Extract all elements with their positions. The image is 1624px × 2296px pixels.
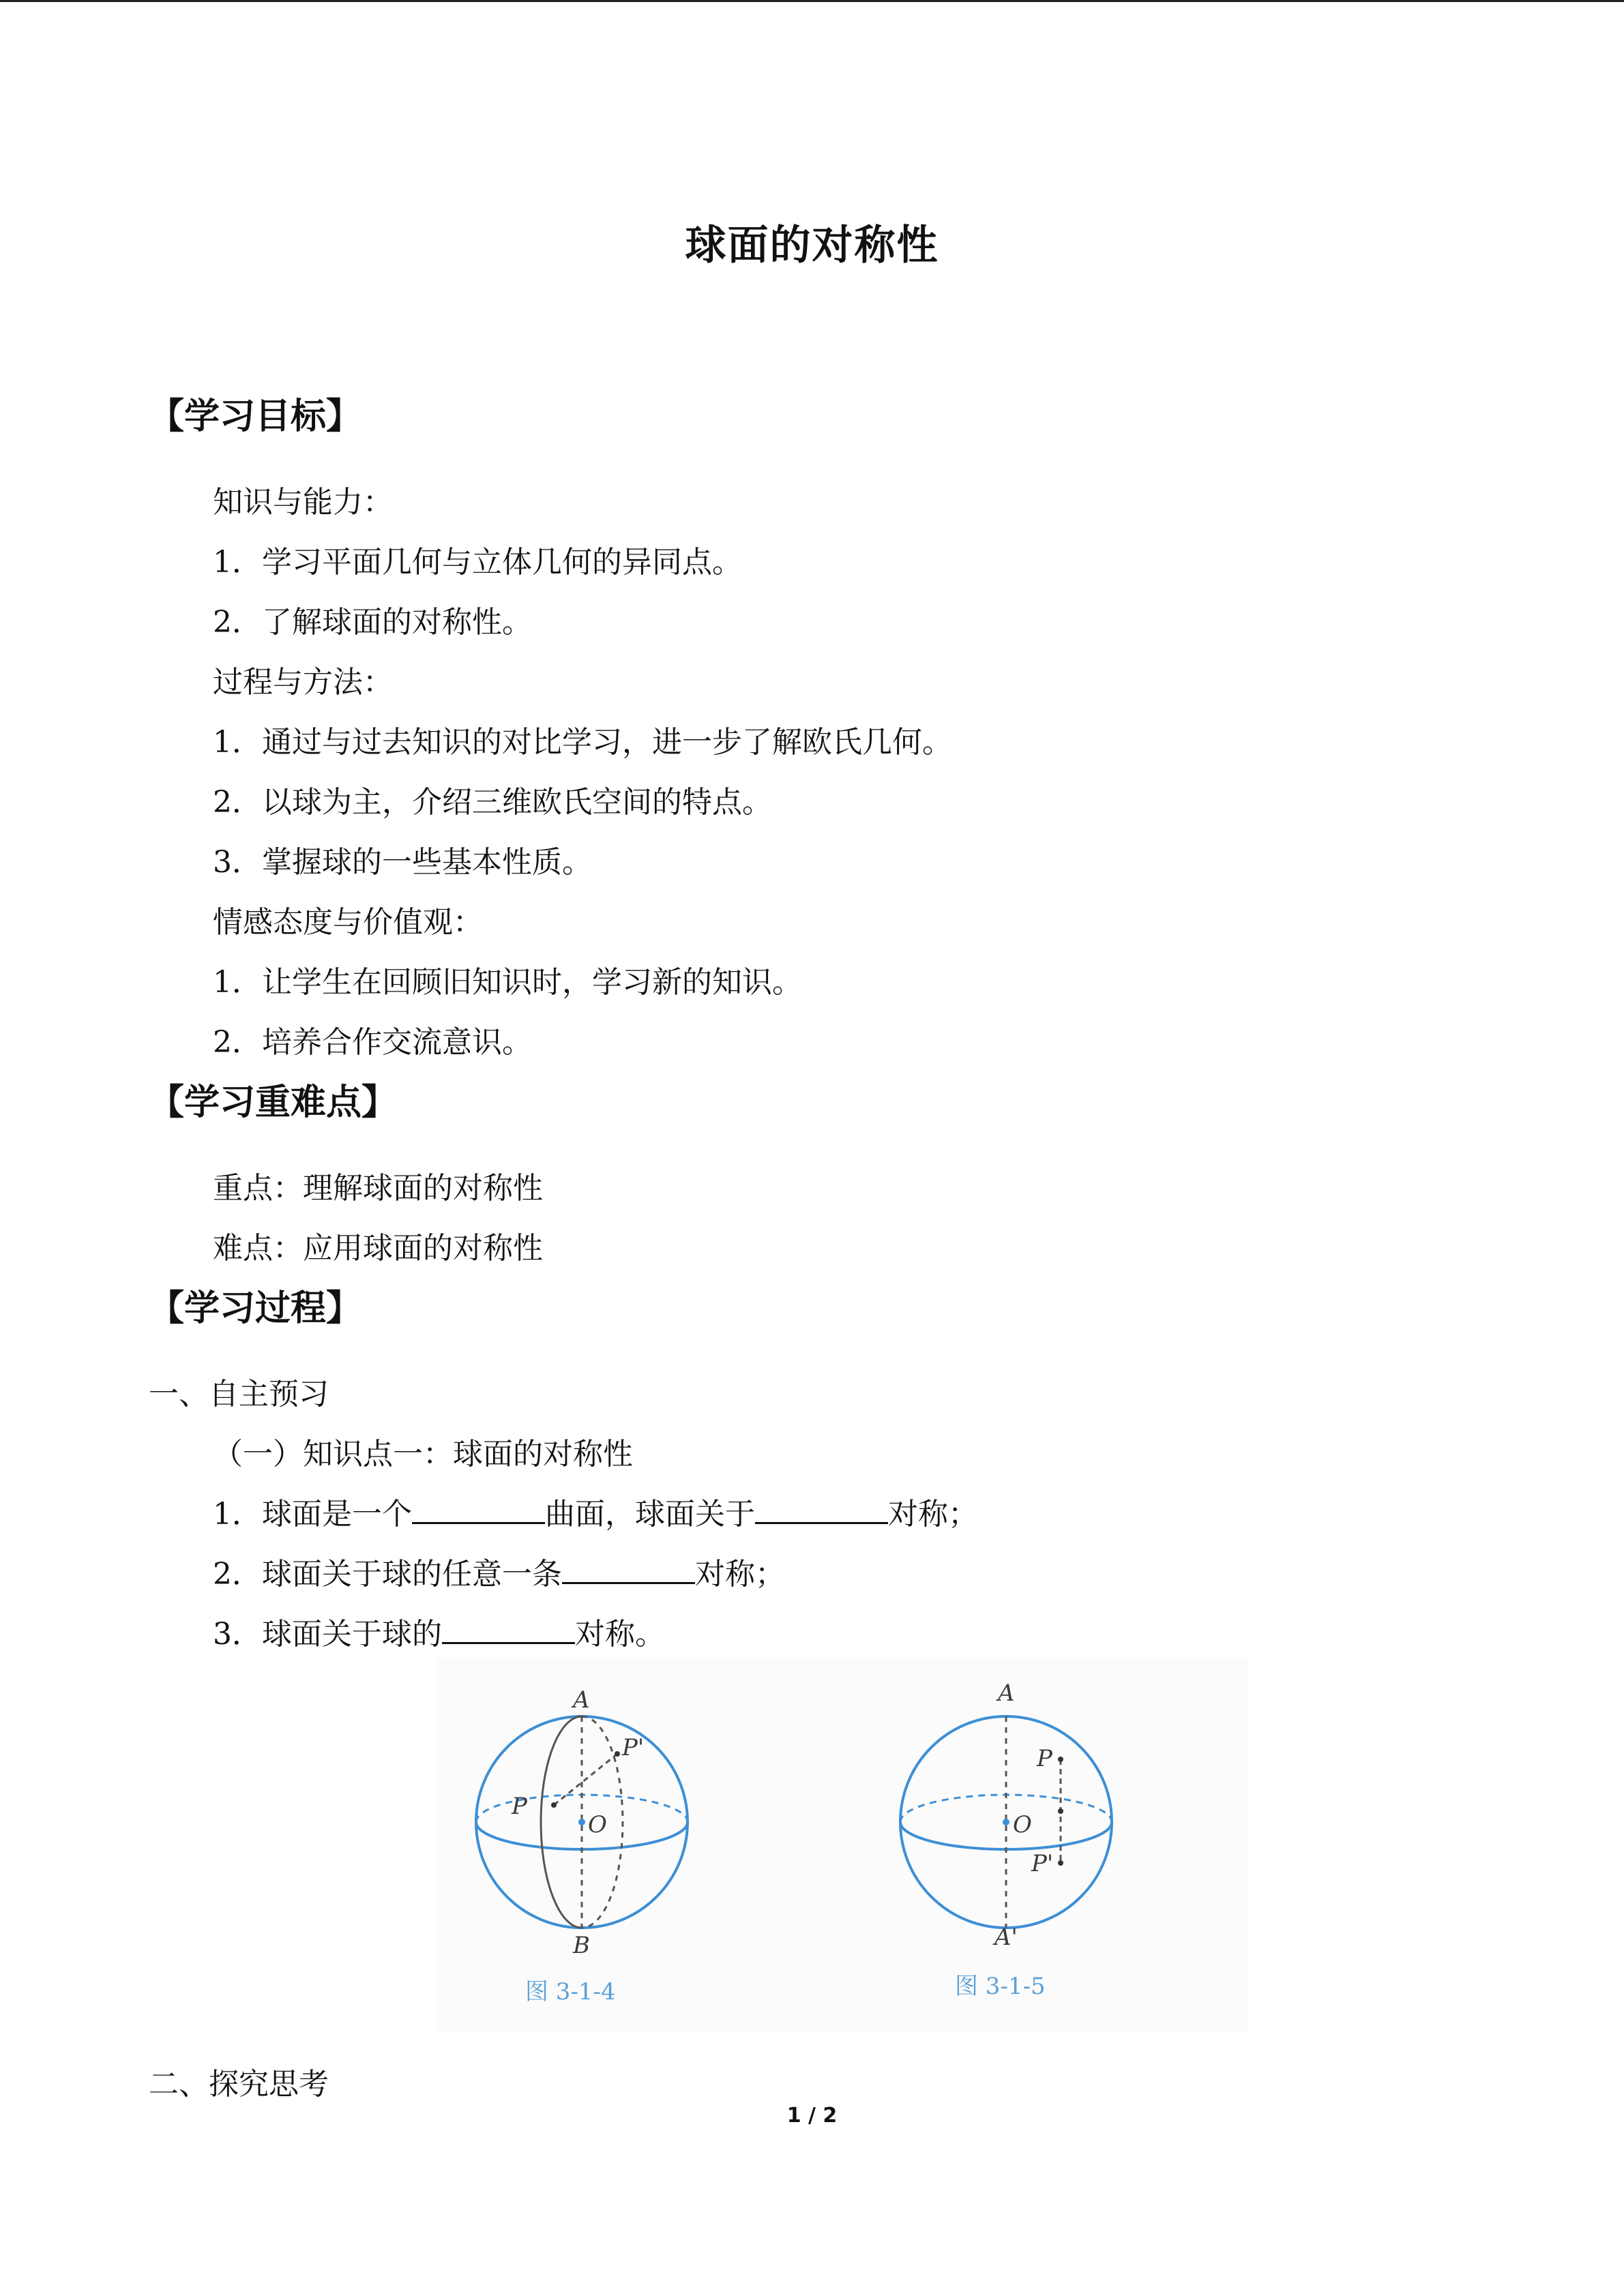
caption-fig-3-1-5: 图 3-1-5 bbox=[955, 1973, 1046, 2000]
objective-line: 2．以球为主，介绍三维欧氏空间的特点。 bbox=[213, 785, 772, 820]
objective-line: 过程与方法： bbox=[213, 665, 393, 700]
q1-text-c: 对称； bbox=[888, 1497, 978, 1532]
q2-text-b: 对称； bbox=[695, 1557, 785, 1592]
section-heading-objectives: 【学习目标】 bbox=[149, 396, 362, 437]
q1-text-b: 曲面，球面关于 bbox=[545, 1497, 755, 1532]
fill-question-1 bbox=[213, 1489, 978, 1533]
fill-question-2 bbox=[213, 1549, 785, 1593]
point-p bbox=[551, 1802, 557, 1808]
objective-line: 2．了解球面的对称性。 bbox=[213, 605, 532, 640]
q2-blank[interactable] bbox=[562, 1555, 695, 1584]
label-o: O bbox=[588, 1811, 607, 1838]
label-o: O bbox=[1013, 1811, 1032, 1838]
q1-blank-1[interactable] bbox=[412, 1495, 545, 1524]
label-p-prime: P' bbox=[1031, 1850, 1054, 1877]
objective-line: 2．培养合作交流意识。 bbox=[213, 1025, 532, 1060]
point-p-prime bbox=[615, 1751, 620, 1757]
point-mid bbox=[1058, 1808, 1063, 1814]
point-p bbox=[1058, 1757, 1063, 1762]
fill-question-3 bbox=[213, 1609, 665, 1653]
label-p: P bbox=[512, 1793, 527, 1820]
point-p-prime bbox=[1058, 1860, 1063, 1866]
sphere-figures bbox=[437, 1658, 1248, 2032]
part-heading-explore: 二、探究思考 bbox=[149, 2067, 329, 2102]
label-a-prime: A' bbox=[994, 1924, 1018, 1951]
figure-background bbox=[437, 1658, 1248, 2032]
page-indicator: 1 / 2 bbox=[786, 2104, 838, 2128]
objective-line: 情感态度与价值观： bbox=[213, 905, 483, 940]
objective-line: 1．通过与过去知识的对比学习，进一步了解欧氏几何。 bbox=[213, 725, 952, 760]
center-point bbox=[1003, 1819, 1009, 1825]
q3-text-a: 3．球面关于球的 bbox=[213, 1617, 442, 1652]
label-a: A bbox=[998, 1680, 1015, 1707]
objective-line: 3．掌握球的一些基本性质。 bbox=[213, 845, 592, 880]
q1-text-a: 1．球面是一个 bbox=[213, 1497, 412, 1532]
objective-line: 知识与能力： bbox=[213, 485, 393, 520]
q1-blank-2[interactable] bbox=[755, 1495, 888, 1524]
center-point bbox=[578, 1819, 585, 1825]
knowledge-point-heading: （一）知识点一：球面的对称性 bbox=[213, 1437, 633, 1472]
page-top-border bbox=[0, 0, 1624, 2]
label-p-prime: P' bbox=[622, 1734, 645, 1761]
part-heading-self-study: 一、自主预习 bbox=[149, 1377, 329, 1412]
label-p: P bbox=[1037, 1745, 1052, 1772]
caption-fig-3-1-4: 图 3-1-4 bbox=[525, 1978, 616, 2006]
objective-line: 1．让学生在回顾旧知识时，学习新的知识。 bbox=[213, 965, 802, 1000]
page-title: 球面的对称性 bbox=[685, 222, 939, 269]
section-heading-process: 【学习过程】 bbox=[149, 1288, 362, 1329]
objective-line: 1．学习平面几何与立体几何的异同点。 bbox=[213, 545, 742, 580]
key-point-line: 重点：理解球面的对称性 bbox=[213, 1171, 543, 1206]
section-heading-key-points: 【学习重难点】 bbox=[149, 1082, 398, 1123]
difficult-point-line: 难点：应用球面的对称性 bbox=[213, 1231, 543, 1266]
q2-text-a: 2．球面关于球的任意一条 bbox=[213, 1557, 562, 1592]
label-a: A bbox=[573, 1686, 590, 1714]
label-b: B bbox=[573, 1932, 590, 1959]
q3-blank[interactable] bbox=[442, 1615, 575, 1644]
q3-text-b: 对称。 bbox=[575, 1617, 665, 1652]
